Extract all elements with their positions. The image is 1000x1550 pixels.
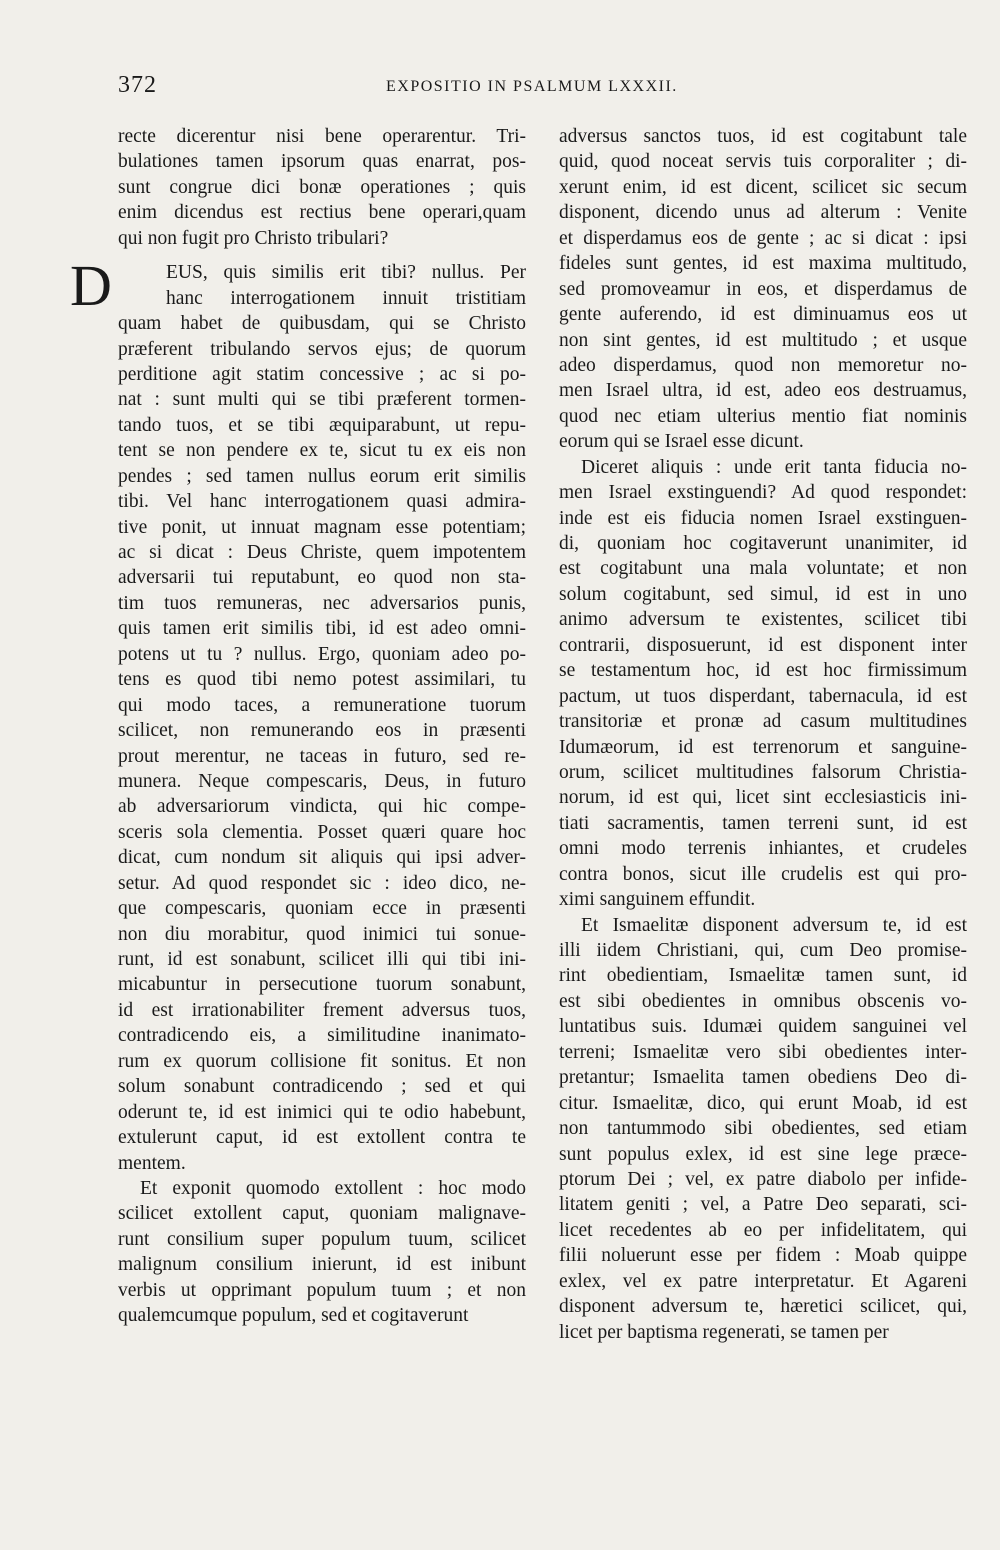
text-line: transitoriæ et pronæ ad casum multitudines	[559, 711, 967, 733]
text-line: pactum, ut tuos disperdant, tabernacula, id est	[559, 685, 967, 707]
text-line: illi iidem Christiani, qui, cum Deo promise-	[559, 940, 967, 961]
text-line: scilicet extollent caput, quoniam malignave-	[118, 1203, 526, 1225]
text-line: Et exponit quomodo extollent : hoc modo	[140, 1177, 526, 1199]
text-line: et disperdamus eos de gente ; ac si dicat : ipsi	[559, 227, 967, 249]
text-line: bulationes tamen ipsorum quas enarrat, pos-	[118, 151, 526, 173]
text-line: micabuntur in persecutione tuorum sonabunt,	[118, 974, 526, 996]
text-line: gente auferendo, id est diminuamus eos ut	[559, 304, 967, 326]
text-line: quod nec etiam ulterius mentio fiat nominis	[559, 405, 967, 427]
text-line: disponent adversum te, hæretici scilicet, qui,	[559, 1296, 967, 1318]
text-line: men Israel ultra, id est, adeo eos destruamus,	[559, 380, 967, 402]
text-line: hanc interrogationem innuit tristitiam	[166, 287, 526, 309]
left-column	[70, 124, 526, 1329]
text-line: quis tamen erit similis tibi, id est adeo omni-	[118, 618, 526, 640]
text-line: oderunt te, id est inimici qui te odio habebunt,	[118, 1101, 526, 1123]
text-line: sed promoveamur in eos, et disperdamus de	[559, 278, 967, 300]
text-line: adeo disperdamus, quod non memoretur no-	[559, 354, 967, 376]
text-line: sunt populus exlex, id est sine lege præce-	[559, 1143, 967, 1165]
text-line: xerunt enim, id est dicent, scilicet sic secum	[559, 176, 967, 198]
text-line: qualemcumque populum, sed et cogitaverunt	[118, 1305, 469, 1327]
text-line: terreni; Ismaelitæ vero sibi obedientes inter-	[559, 1041, 967, 1063]
text-line: tiati sacramentis, tamen terreni sunt, id est	[559, 812, 967, 834]
text-line: licet recedentes ab eo per infidelitatem, qui	[559, 1219, 967, 1241]
text-line: quid, quod noceat servis tuis corporaliter ; di-	[559, 151, 967, 173]
page-header	[118, 72, 958, 102]
text-line: omni modo terrenis inhiantes, et crudeles	[559, 838, 967, 860]
text-line: tando tuos, et se tibi æquiparabunt, ut repu-	[118, 414, 526, 436]
text-line: rum ex quorum collisione fit sonitus. Et non	[118, 1050, 526, 1072]
running-title: EXPOSITIO IN PSALMUM LXXXII.	[386, 78, 678, 95]
text-line: pendes ; sed tamen nullus eorum erit similis	[118, 465, 526, 487]
text-line: filii noluerunt esse per fidem : Moab quippe	[559, 1245, 967, 1267]
text-line: solum cogitabunt, sed simul, id est in uno	[559, 583, 967, 605]
text-line: tive ponit, ut innuat magnam esse potentiam;	[118, 516, 526, 538]
text-line: orum, scilicet multitudines falsorum Christia-	[559, 761, 967, 783]
text-line: norum, id est qui, licet sint ecclesiasticis ini-	[559, 787, 967, 809]
text-line: enim dicendus est rectius bene operari,quam	[118, 202, 526, 224]
right-column	[559, 124, 967, 1345]
text-line: munera. Neque compescaris, Deus, in futuro	[118, 770, 526, 792]
text-line: luntatibus suis. Idumæi quidem sanguinei vel	[559, 1016, 967, 1038]
text-line: contrarii, disposuerunt, id est disponent inter	[559, 634, 967, 656]
text-line: disponent, dicendo unus ad alterum : Venite	[559, 202, 967, 224]
text-line: runt consilium super populum tuum, scilicet	[118, 1228, 526, 1250]
text-line: men Israel exstinguendi? Ad quod respondet:	[559, 482, 967, 504]
text-line: fideles sunt gentes, id est maxima multitudo,	[559, 253, 967, 275]
text-line: que compescaris, quoniam ecce in præsenti	[118, 898, 526, 920]
text-line: perditione agit statim concessive ; ac si po-	[118, 363, 526, 385]
text-line: scilicet, non remunerando eos in præsenti	[118, 720, 526, 742]
text-line: rint obedientiam, Ismaelitæ tamen sunt, id	[559, 965, 967, 987]
text-line: sunt congrue dici bonæ operationes ; quis	[118, 176, 526, 198]
text-line: est cogitabunt una mala voluntate; et non	[559, 558, 967, 580]
text-line: tim tuos remuneras, nec adversarios punis,	[118, 592, 526, 614]
text-line: ab adversariorum vindicta, qui hic compe-	[118, 796, 526, 818]
text-line: qui non fugit pro Christo tribulari?	[118, 227, 389, 249]
text-line: dicat, cum nondum sit aliquis qui ipsi adver-	[118, 847, 526, 869]
text-line: recte dicerentur nisi bene operarentur. Tri-	[118, 126, 526, 147]
text-line: præferent tribulando servos ejus; de quorum	[118, 338, 526, 360]
text-line: exlex, vel ex patre interpretatur. Et Agareni	[559, 1270, 967, 1292]
text-line: adversus sanctos tuos, id est cogitabunt tale	[559, 126, 967, 147]
text-line: Idumæorum, id est terrenorum et sanguine-	[559, 736, 967, 758]
text-line: se testamentum hoc, id est hoc firmissimum	[559, 660, 967, 682]
text-line: pretantur; Ismaelita tamen obediens Deo di-	[559, 1067, 967, 1089]
text-line: adversarii tui reputabunt, eo quod non sta-	[118, 567, 526, 589]
drop-cap: D	[70, 253, 112, 319]
text-line: contradicendo eis, a similitudine inanimato-	[118, 1025, 526, 1047]
text-line: di, quoniam hoc cogitaverunt unanimiter, id	[559, 533, 967, 554]
text-line: ptorum Dei ; vel, ex patre diabolo per infide-	[559, 1168, 967, 1190]
text-line: est sibi obedientes in omnibus obscenis vo-	[559, 990, 967, 1012]
text-line: extulerunt caput, id est extollent contra te	[118, 1127, 526, 1149]
text-line: qui modo taces, a remuneratione tuorum	[118, 694, 526, 716]
text-line: runt, id est sonabunt, scilicet illi qui tibi ini-	[118, 949, 526, 970]
text-line: citur. Ismaelitæ, dico, qui erunt Moab, id est	[559, 1092, 967, 1114]
text-line: id est irrationabiliter frement adversus tuos,	[118, 999, 526, 1021]
text-line: non diu morabitur, quod inimici tui sonue-	[118, 923, 526, 945]
text-line: tent se non pendere ex te, sicut tu ex eis non	[118, 440, 526, 462]
text-line: ximi sanguinem effundit.	[559, 889, 756, 911]
text-line: setur. Ad quod respondet sic : ideo dico, ne-	[118, 872, 526, 894]
text-line: Et Ismaelitæ disponent adversum te, id est	[581, 914, 967, 936]
text-line: litatem geniti ; vel, a Patre Deo separati, sci-	[559, 1194, 967, 1216]
text-line: malignum consilium inierunt, id est inibunt	[118, 1254, 526, 1276]
text-line: nat : sunt multi qui se tibi præferent tormen-	[118, 389, 526, 411]
text-line: ac si dicat : Deus Christe, quem impotentem	[118, 542, 526, 563]
text-line: sceris sola clementia. Posset quæri quare hoc	[118, 821, 526, 843]
text-line: solum sonabunt contradicendo ; sed et qui	[118, 1076, 526, 1098]
text-line: non tantummodo sibi obedientes, sed etiam	[559, 1118, 967, 1140]
text-line: potens ut tu ? nullus. Ergo, quoniam adeo po-	[118, 643, 526, 665]
text-line: quam habet de quibusdam, qui se Christo	[118, 313, 526, 335]
text-line: Diceret aliquis : unde erit tanta fiducia no-	[581, 456, 967, 478]
text-line: verbis ut opprimant populum tuum ; et non	[118, 1279, 526, 1301]
text-line: inde est eis fiducia nomen Israel exstinguen-	[559, 507, 967, 529]
text-line: tens es quod tibi nemo potest assimilari, tu	[118, 669, 526, 691]
text-line: tibi. Vel hanc interrogationem quasi admira-	[118, 491, 526, 513]
page-number: 372	[118, 72, 157, 98]
text-line: animo adversum te existentes, scilicet tibi	[559, 609, 967, 631]
text-line: eorum qui se Israel esse dicunt.	[559, 431, 804, 453]
text-line: contra bonos, sicut ille crudelis est qui pro-	[559, 863, 967, 885]
text-line: prout merentur, ne taceas in futuro, sed re-	[118, 745, 526, 767]
text-line: non sint gentes, id est multitudo ; et usque	[559, 329, 967, 351]
text-line: D EUS, quis similis erit tibi? nullus. Per	[70, 253, 526, 319]
text-line: mentem.	[118, 1152, 186, 1174]
text-line: licet per baptisma regenerati, se tamen per	[559, 1321, 889, 1343]
